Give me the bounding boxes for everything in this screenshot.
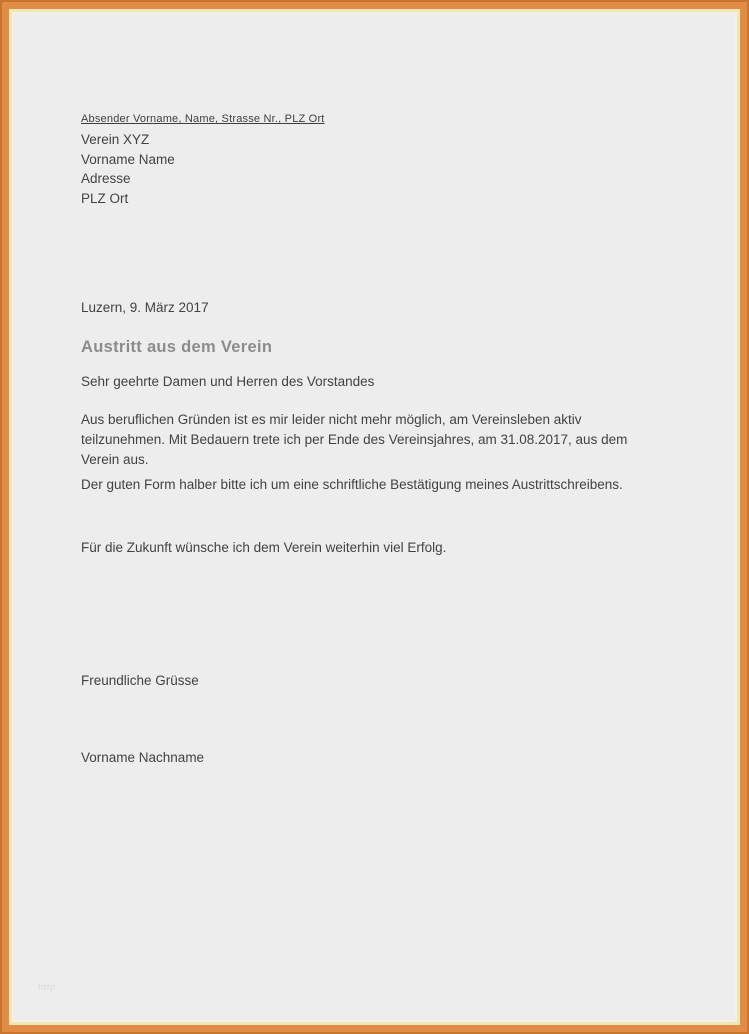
- recipient-line-club: Verein XYZ: [81, 132, 150, 147]
- letter-page: [14, 14, 735, 1020]
- decorative-frame-pale-line: [12, 12, 737, 1022]
- decorative-frame-stripe: [9, 9, 740, 1025]
- sender-reference-line: Absender Vorname, Name, Strasse Nr., PLZ Ort: [81, 113, 325, 125]
- body-paragraph-wishes: Für die Zukunft wünsche ich dem Verein weiterhin viel Erfolg.: [81, 540, 447, 555]
- body-paragraph-confirmation-request: Der guten Form halber bitte ich um eine schriftliche Bestätigung meines Austrittschreibens.: [81, 477, 623, 492]
- body-paragraph-reason: Aus beruflichen Gründen ist es mir leider nicht mehr möglich, am Vereinsleben aktiv teilzunehmen. Mit Bedauern trete ich per Ende des Vereinsjahres, am 31.08.2017, aus dem Verein aus.: [81, 412, 628, 467]
- place-date-line: Luzern, 9. März 2017: [81, 300, 209, 315]
- closing-line: Freundliche Grüsse: [81, 673, 199, 688]
- recipient-line-street: Adresse: [81, 171, 131, 187]
- decorative-frame-main: [2, 2, 747, 1032]
- recipient-line-city: PLZ Ort: [81, 191, 129, 207]
- signature-name: Vorname Nachname: [81, 750, 205, 765]
- watermark: http: [38, 982, 56, 993]
- recipient-address-block: [81, 130, 175, 209]
- recipient-line-name: Vorname Name: [81, 151, 175, 167]
- salutation-line: Sehr geehrte Damen und Herren des Vorstandes: [81, 374, 375, 389]
- subject-heading: Austritt aus dem Verein: [81, 338, 273, 356]
